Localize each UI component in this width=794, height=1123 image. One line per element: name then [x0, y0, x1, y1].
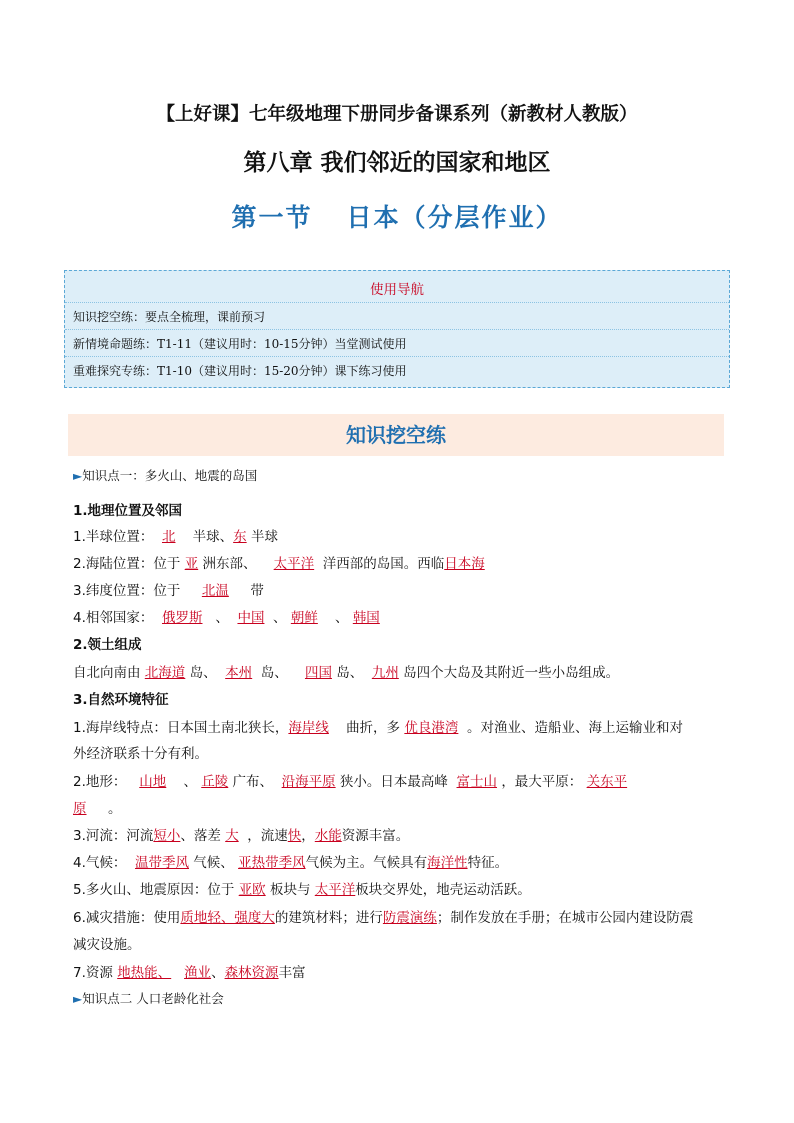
answer-blank: 四国 [304, 665, 332, 681]
answer-blank: 亚热带季风 [238, 855, 306, 871]
guide-line: 重难探究专练：T1-10（建议用时：15-20分钟）课下练习使用 [73, 364, 407, 378]
fill-line: 1.半球位置： 北 半球、东 半球 [73, 529, 278, 545]
divider [65, 302, 729, 303]
answer-blank: 温带季风 [134, 855, 189, 871]
answer-blank: 海岸线 [288, 720, 329, 736]
answer-blank: 海洋性 [427, 855, 468, 871]
fill-line: 4.相邻国家： 俄罗斯 、 中国 、 朝鲜 、 韩国 [73, 610, 380, 626]
usage-guide-box [64, 270, 730, 388]
section-name: 日本（分层作业） [346, 203, 563, 232]
subsection-title: 3.自然环境特征 [73, 692, 169, 708]
answer-blank: 九州 [371, 665, 399, 681]
fill-line: 5.多火山、地震原因：位于 亚欧 板块与 太平洋板块交界处，地壳运动活跃。 [73, 882, 531, 898]
answer-blank: 本州 [225, 665, 253, 681]
fill-line: 1.海岸线特点：日本国土南北狭长，海岸线 曲折，多 优良港湾 。对渔业、造船业、海上运输业和对 [73, 720, 683, 736]
answer-blank: 北温 [201, 583, 229, 599]
answer-blank: 短小 [153, 828, 181, 844]
answer-blank: 朝鲜 [290, 610, 318, 626]
fill-line: 2.地形： 山地 、 丘陵 广布、 沿海平原 狭小。日本最高峰 富士山 ，最大平原： 关东平 [73, 774, 628, 790]
answer-blank: 地热能、 [117, 965, 172, 981]
triangle-bullet-icon: ► [73, 469, 83, 483]
fill-line: 6.减灾措施：使用质地轻、强度大的建筑材料；进行防震演练；制作发放在手册；在城市公园内建设防震 [73, 910, 694, 926]
guide-line: 知识挖空练：要点全梳理，课前预习 [73, 310, 266, 324]
guide-line: 新情境命题练：T1-11（建议用时：10-15分钟）当堂测试使用 [73, 337, 407, 351]
answer-blank: 水能 [314, 828, 342, 844]
answer-blank: 太平洋 [273, 556, 315, 572]
knowledge-point-1: ►知识点一：多火山、地震的岛国 [73, 468, 258, 483]
usage-guide-title: 使用导航 [370, 282, 424, 298]
series-title: 【上好课】七年级地理下册同步备课系列（新教材人教版） [156, 104, 638, 125]
answer-blank: 快 [287, 828, 302, 844]
section-number: 第一节 [231, 203, 313, 232]
divider [65, 329, 729, 330]
fill-line: 7.资源 地热能、 渔业、森林资源丰富 [73, 965, 306, 981]
knowledge-point-2: ►知识点二 人口老龄化社会 [73, 991, 224, 1006]
chapter-title: 第八章 我们邻近的国家和地区 [243, 150, 551, 176]
fill-line: 自北向南由 北海道 岛、 本州 岛、 四国 岛、 九州 岛四个大岛及其附近一些小岛组成。 [73, 665, 620, 681]
answer-blank: 山地 [139, 774, 167, 790]
fill-line: 减灾设施。 [73, 937, 141, 953]
answer-blank: 北 [161, 529, 176, 545]
answer-blank: 东 [233, 529, 247, 545]
answer-blank: 沿海平原 [281, 774, 336, 790]
answer-blank: 北海道 [144, 665, 186, 681]
answer-blank: 中国 [237, 610, 265, 626]
answer-blank: 日本海 [444, 556, 485, 572]
answer-blank: 俄罗斯 [161, 610, 203, 626]
answer-blank: 森林资源 [224, 965, 279, 981]
answer-blank: 质地轻、强度大 [180, 910, 275, 926]
answer-blank: 防震演练 [382, 910, 437, 926]
fill-line: 2.海陆位置：位于 亚 洲东部、 太平洋 洋西部的岛国。西临日本海 [73, 556, 485, 572]
answer-blank: 韩国 [352, 610, 380, 626]
fill-line: 4.气候： 温带季风 气候、 亚热带季风气候为主。气候具有海洋性特征。 [73, 855, 509, 871]
fill-line: 3.河流：河流短小、落差 大 ，流速快，水能资源丰富。 [73, 828, 410, 844]
answer-blank: 丘陵 [201, 774, 229, 790]
subsection-title: 2.领土组成 [73, 637, 142, 653]
triangle-bullet-icon: ► [73, 992, 83, 1006]
answer-blank: 原 [73, 801, 87, 817]
section-title [0, 198, 794, 234]
fill-line: 外经济联系十分有利。 [73, 746, 208, 762]
answer-blank: 优良港湾 [404, 720, 459, 736]
section-band-title: 知识挖空练 [68, 414, 724, 456]
fill-line: 原 。 [73, 801, 122, 817]
answer-blank: 渔业 [184, 965, 212, 981]
subsection-title: 1.地理位置及邻国 [73, 503, 183, 519]
answer-blank: 富士山 [456, 774, 498, 790]
divider [65, 356, 729, 357]
answer-blank: 亚欧 [238, 882, 266, 898]
answer-blank: 太平洋 [314, 882, 356, 898]
answer-blank: 大 [225, 828, 239, 844]
fill-line: 3.纬度位置：位于 北温 带 [73, 583, 264, 599]
answer-blank: 亚 [184, 556, 199, 572]
answer-blank: 关东平 [586, 774, 628, 790]
